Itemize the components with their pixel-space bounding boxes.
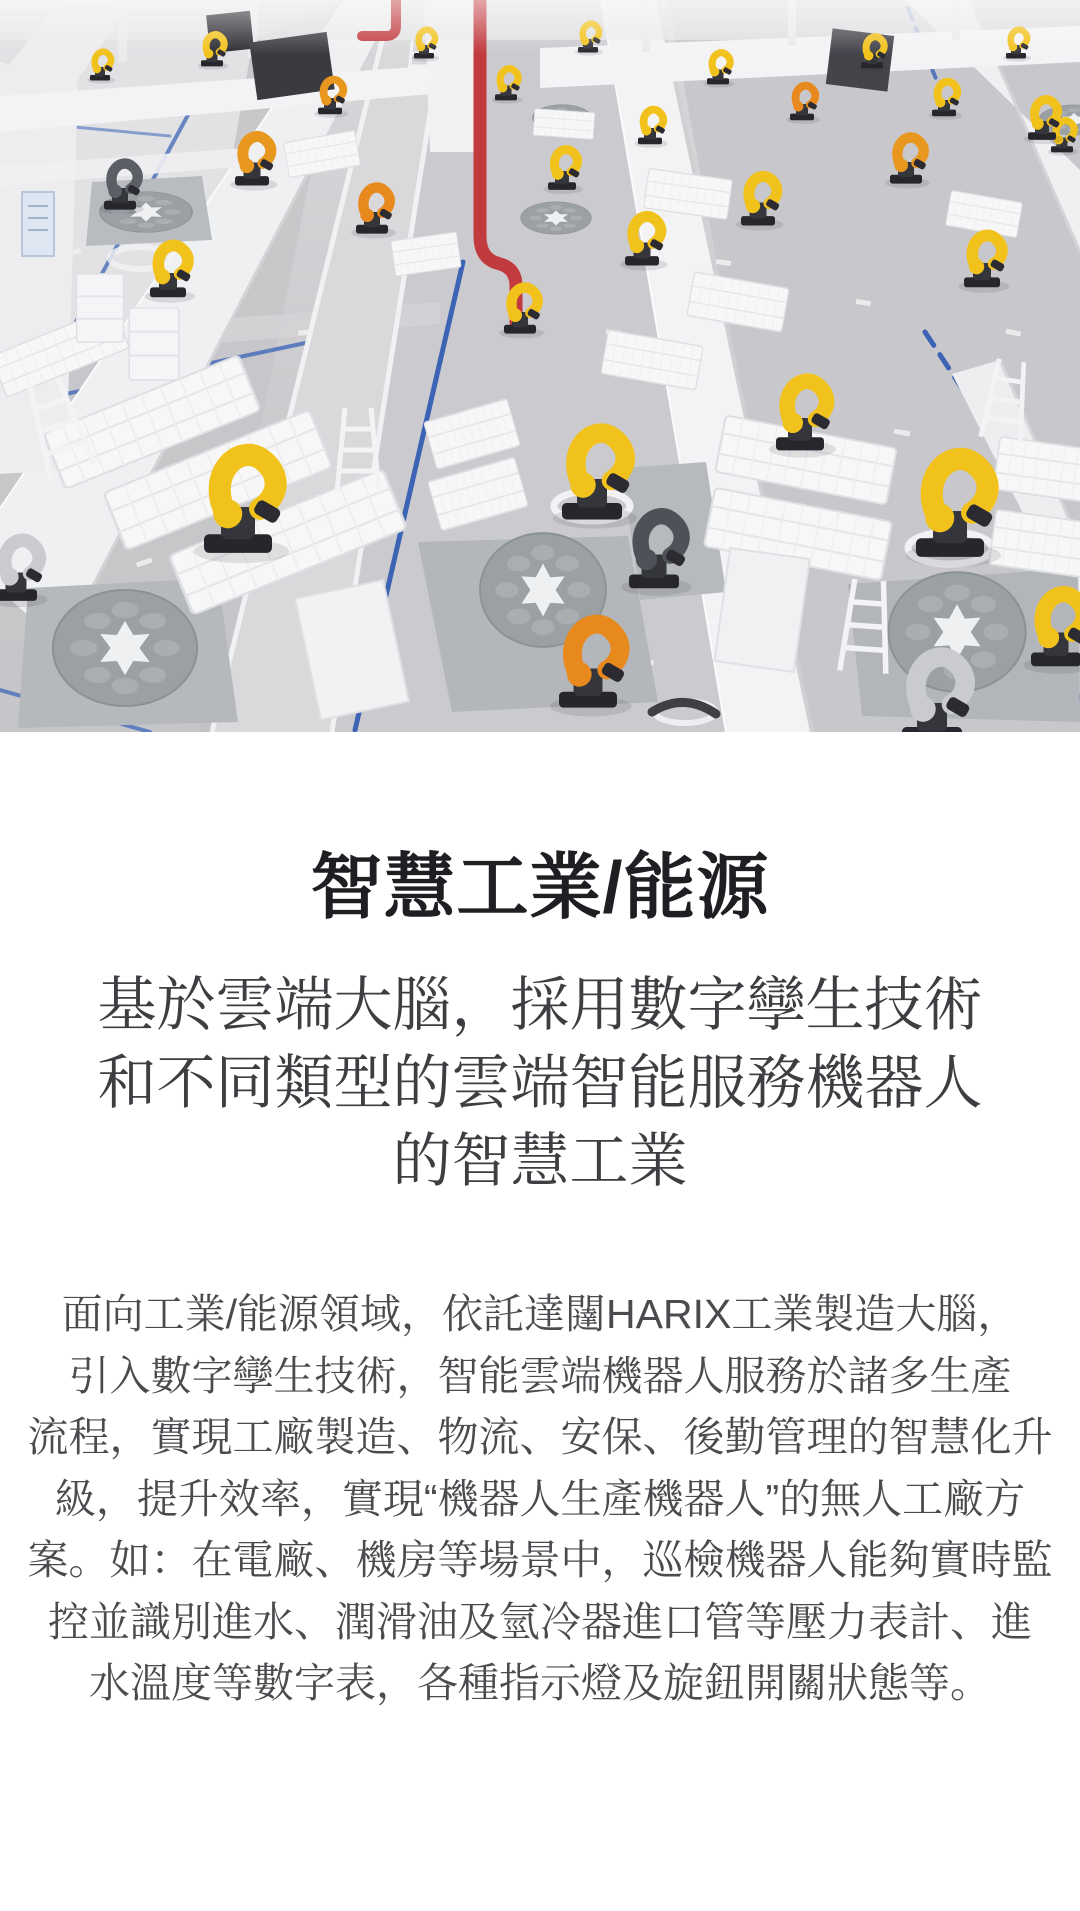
body-line: 級，提升效率，實現“機器人生產機器人”的無人工廠方 [54, 1475, 1026, 1522]
body-line: 引入數字孿生技術，智能雲端機器人服務於諸多生產 [68, 1352, 1012, 1399]
smart-industry-section [0, 846, 1080, 1715]
section-title: 智慧工業/能源 [310, 848, 770, 928]
top-haze [0, 0, 1080, 54]
body-line: 案。如：在電廠、機房等場景中，巡檢機器人能夠實時監 [27, 1537, 1053, 1583]
subtitle-line: 基於雲端大腦，採用數字孿生技術 [97, 972, 983, 1038]
subtitle-line: 和不同類型的雲端智能服務機器人 [97, 1050, 983, 1116]
body-line: 流程，實現工廠製造、物流、安保、後勤管理的智慧化升 [27, 1414, 1053, 1460]
section-subtitle [0, 966, 1080, 1200]
body-line: 面向工業/能源領域，依託達闥HARIX工業製造大腦， [61, 1291, 1019, 1337]
factory-hero-image [0, 0, 1080, 732]
body-line: 水溫度等數字表，各種指示燈及旋鈕開關狀態等。 [89, 1660, 991, 1706]
section-body [0, 1284, 1080, 1715]
subtitle-line: 的智慧工業 [392, 1128, 688, 1194]
body-line: 控並識別進水、潤滑油及氫冷器進口管等壓力表計、進 [48, 1598, 1032, 1645]
